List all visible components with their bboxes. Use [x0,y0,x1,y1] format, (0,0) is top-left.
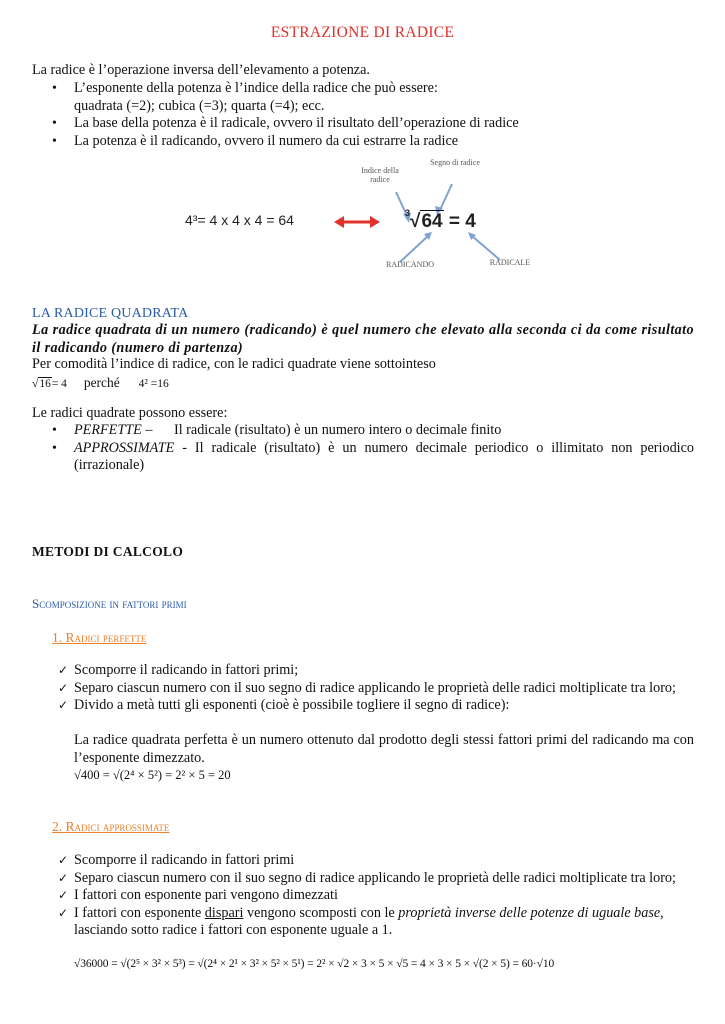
intro-bullets [32,80,712,150]
approx-step-4-italic: proprietà inverse delle potenze di uguale base [398,904,661,921]
approx-step-2 [32,870,694,888]
root-types-list [32,422,694,475]
type-approx-name: APPROSSIMATE [74,439,175,456]
approx-formula: √36000 = √(2⁵ × 3² × 5³) = √(2⁴ × 2¹ × 3² × 5² × 5¹) = 2² × √2 × 3 × 5 × √5 = 4 × 3 × 5 × √(2 × 5) = 60·√10 [74,958,555,970]
perfect-step-2 [32,680,694,698]
perfect-step-3 [32,697,694,715]
radical-sign-icon: √ [410,211,421,232]
root-index: 3 [405,208,411,218]
approx-step-3-text: I fattori con esponente pari vengono dimezzati [74,887,338,903]
perfect-step-1-text: Scomporre il radicando in fattori primi; [74,662,299,678]
label-radicale: RADICALE [489,258,531,267]
type-perfect-desc: Il radicale (risultato) è un numero intero o decimale finito [173,422,502,438]
power-equation: 4³= 4 x 4 x 4 = 64 [185,212,294,228]
approx-step-4-odd: dispari [204,904,244,921]
root-expression [405,205,476,231]
approx-step-1-text: Scomporre il radicando in fattori primi [74,852,295,868]
type-perfect [32,422,694,440]
approx-step-1 [32,852,694,870]
perfect-roots-heading: 1. Radici perfette [52,630,147,645]
square-root-heading: LA RADICE QUADRATA [32,306,189,321]
label-index: Indice della radice [361,166,399,184]
intro-bullet-2 [32,115,712,133]
radical-sign-icon: √ [32,378,39,390]
intro-bullet-3 [32,133,712,151]
intro-bullet-1-line2: quadrata (=2); cubica (=3); quarta (=4); ecc. [74,97,325,114]
approx-step-4-b: vengono scomposti con le [243,904,399,921]
perfect-step-3-text: Divido a metà tutti gli esponenti (cioè è possibile togliere il segno di radice): [74,697,510,713]
types-lead: Le radici quadrate possono essere: [32,405,228,421]
factorization-heading: Scomposizione in fattori primi [32,596,187,611]
approx-step-4 [32,905,694,940]
intro-bullet-1-line1: L’esponente della potenza è l’indice della radice che può essere: [74,80,438,96]
approx-steps [32,852,694,940]
intro-bullet-1 [32,80,712,115]
type-perfect-name: PERFETTE – [74,422,153,438]
methods-heading: METODI DI CALCOLO [32,544,184,559]
perfect-step-1 [32,662,694,680]
root-diagram [0,150,725,280]
intro-lead: La radice è l’operazione inversa dell’elevamento a potenza. [32,62,370,78]
example-radicand: 16 [39,378,51,390]
type-approx-desc: - Il radicale (risultato) è un numero decimale periodico o illimitato non periodico (irrazionale) [74,439,694,473]
approx-step-2-text: Separo ciascun numero con il suo segno di radice applicando le proprietà delle radici moltiplicate tra loro; [74,869,676,886]
example-because: perché [83,375,120,390]
page-title: ESTRAZIONE DI RADICE [270,24,455,41]
label-sign: Segno di radice [430,158,480,167]
square-root-example [32,374,169,394]
example-power: 4² =16 [138,378,169,390]
type-approx [32,440,694,475]
square-root-definition: La radice quadrata di un numero (radicando) è quel numero che elevato alla seconda ci da come risultato il radicando (numero di partenza) [32,322,694,356]
example-result: = 4 [51,378,67,390]
intro-bullet-3-text: La potenza è il radicando, ovvero il numero da cui estrarre la radice [74,132,459,149]
perfect-explanation: La radice quadrata perfetta è un numero ottenuto dal prodotto degli stessi fattori primi del radicando ma con l’esponente dimezzato. [74,732,694,766]
approx-step-3 [32,887,694,905]
perfect-formula: √400 = √(2⁴ × 5²) = 2² × 5 = 20 [74,768,231,782]
square-root-note: Per comodità l’indice di radice, con le radici quadrate viene sottointeso [32,356,436,372]
approx-step-4-c: , lasciando sotto radice i fattori con esponente uguale a 1. [74,904,664,938]
root-radicand: 64 [421,211,443,232]
label-radicando: RADICANDO [386,260,434,269]
root-result: = 4 [448,211,476,232]
perfect-step-2-text: Separo ciascun numero con il suo segno di radice applicando le proprietà delle radici moltiplicate tra loro; [74,679,676,696]
perfect-steps [32,662,694,715]
approx-step-4-a: I fattori con esponente [74,904,205,921]
intro-bullet-2-text: La base della potenza è il radicale, ovvero il risultato dell’operazione di radice [74,115,519,131]
approx-roots-heading: 2. Radici approssimate [52,819,170,834]
